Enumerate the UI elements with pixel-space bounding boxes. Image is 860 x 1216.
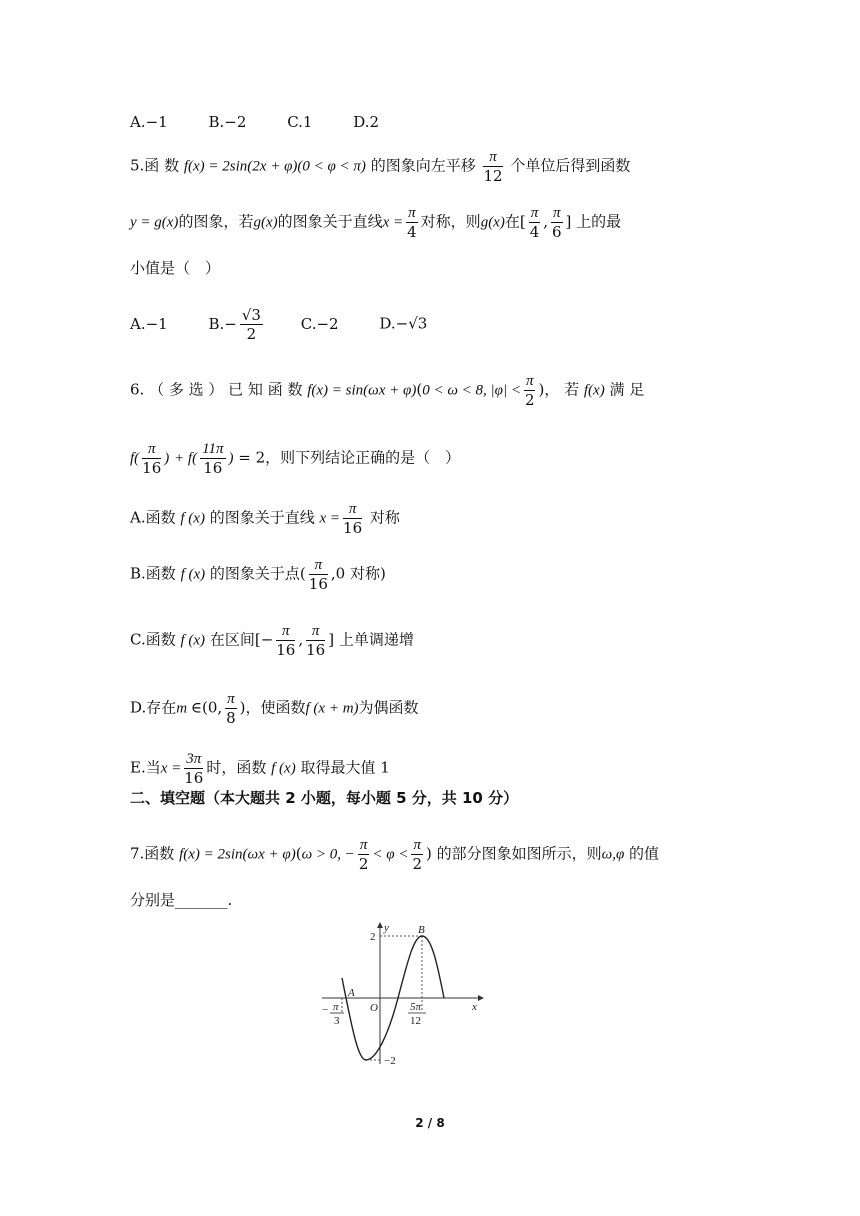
section-heading: 二、填空题（本大题共 2 小题，每小题 5 分，共 10 分） xyxy=(130,789,519,807)
q5-choice-a: A.−1 xyxy=(130,314,168,333)
label-origin: O xyxy=(370,1002,378,1014)
q6-option-a: A.函数 f (x) 的图象关于直线 x = $\frac{\pi}{16}$ 对称 xyxy=(130,501,400,537)
q5-choices xyxy=(130,306,427,343)
page-number: 2 / 8 xyxy=(415,1116,445,1130)
q4-choices xyxy=(130,112,379,132)
y-axis-arrow-icon xyxy=(377,922,383,928)
q5-formula: f(x) = 2sin(2x + φ)(0 < φ < π) xyxy=(183,158,366,175)
y-axis-label: y xyxy=(384,922,389,934)
tick-right-den: 12 xyxy=(410,1015,421,1027)
label-neg2: −2 xyxy=(384,1055,396,1067)
q7-formula: f(x) = 2sin(ωx + φ) xyxy=(179,846,296,863)
q5-interval-right: $\frac{\pi}{6}$ xyxy=(552,205,562,241)
q4-choice-a: A.−1 xyxy=(130,113,168,131)
q4-choice-d: D.2 xyxy=(353,113,380,131)
q6-option-d: D.存在m ∈(0, $\frac{\pi}{8}$ )，使函数f (x + m)为偶函数 xyxy=(130,691,419,727)
q7-line2: 分别是_______. xyxy=(130,891,233,909)
q6-option-b: B.函数 f (x) 的图象关于点( $\frac{\pi}{16}$ ,0 对称) xyxy=(130,557,386,593)
label-2: 2 xyxy=(370,931,376,943)
x-axis-arrow-icon xyxy=(478,995,484,1001)
q5-sym-fraction: $\frac{\pi}{4}$ xyxy=(407,205,417,241)
q5-text-2: 个单位后得到函数 xyxy=(505,156,631,175)
sine-graph xyxy=(318,918,488,1068)
q5-choice-b: B.− $\frac{√3}{2}$ xyxy=(208,306,261,343)
q4-choice-c: C.1 xyxy=(287,113,313,131)
q6-line2: f( $\frac{\pi}{16}$ ) + f( $\frac{11\pi}{16}$ ) = 2，则下列结论正确的是（ ） xyxy=(130,441,461,477)
label-b: B xyxy=(418,924,425,936)
q5-number: 5.函 数 xyxy=(130,156,184,175)
q5-line2: y = g(x)的图象，若g(x)的图象关于直线x = $\frac{\pi}{4}$ 对称，则g(x)在[ $\frac{\pi}{4}$ , $\frac{\pi}{6}$ ] 上的最 xyxy=(130,205,622,241)
q7-line1: 7.函数 f(x) = 2sin(ωx + φ)(ω > 0, − $\frac{\pi}{2}$ < φ < $\frac{\pi}{2}$ ) 的部分图象如图所示，则ω,φ 的值 xyxy=(130,837,660,873)
q5-line1 xyxy=(130,148,630,185)
q5-gx: y = g(x) xyxy=(130,214,179,231)
q5-shift-fraction: $\frac{\pi}{12}$ xyxy=(483,149,503,185)
q5-choice-d: D.−√3 xyxy=(379,314,428,333)
tick-left-num: π xyxy=(333,1001,339,1013)
x-axis-label: x xyxy=(472,1001,477,1013)
tick-left-sign: − xyxy=(322,1004,329,1016)
q5-choice-c: C.−2 xyxy=(300,314,339,333)
q6-option-c: C.函数 f (x) 在区间[− $\frac{\pi}{16}$ , $\frac{\pi}{16}$ ] 上单调递增 xyxy=(130,623,414,659)
label-a: A xyxy=(348,987,355,999)
q6-line1: 6. （ 多 选 ） 已 知 函 数 f(x) = sin(ωx + φ)(0 < ω < 8, |φ| < $\frac{\pi}{2}$ )， 若 f(x) 满 足 xyxy=(130,373,645,409)
q5-text: 的图象向左平移 xyxy=(365,156,481,175)
q6-option-e: E.当x = $\frac{3\pi}{16}$ 时，函数 f (x) 取得最大值 1 xyxy=(130,751,390,787)
q5-interval-left: $\frac{\pi}{4}$ xyxy=(529,205,540,241)
tick-left-den: 3 xyxy=(334,1015,340,1027)
q6-formula: f(x) = sin(ωx + φ) xyxy=(307,382,417,399)
q4-choice-b: B.−2 xyxy=(208,113,247,131)
tick-right-num: 5π xyxy=(410,1001,422,1013)
q5-line3: 小值是（ ） xyxy=(130,259,221,277)
